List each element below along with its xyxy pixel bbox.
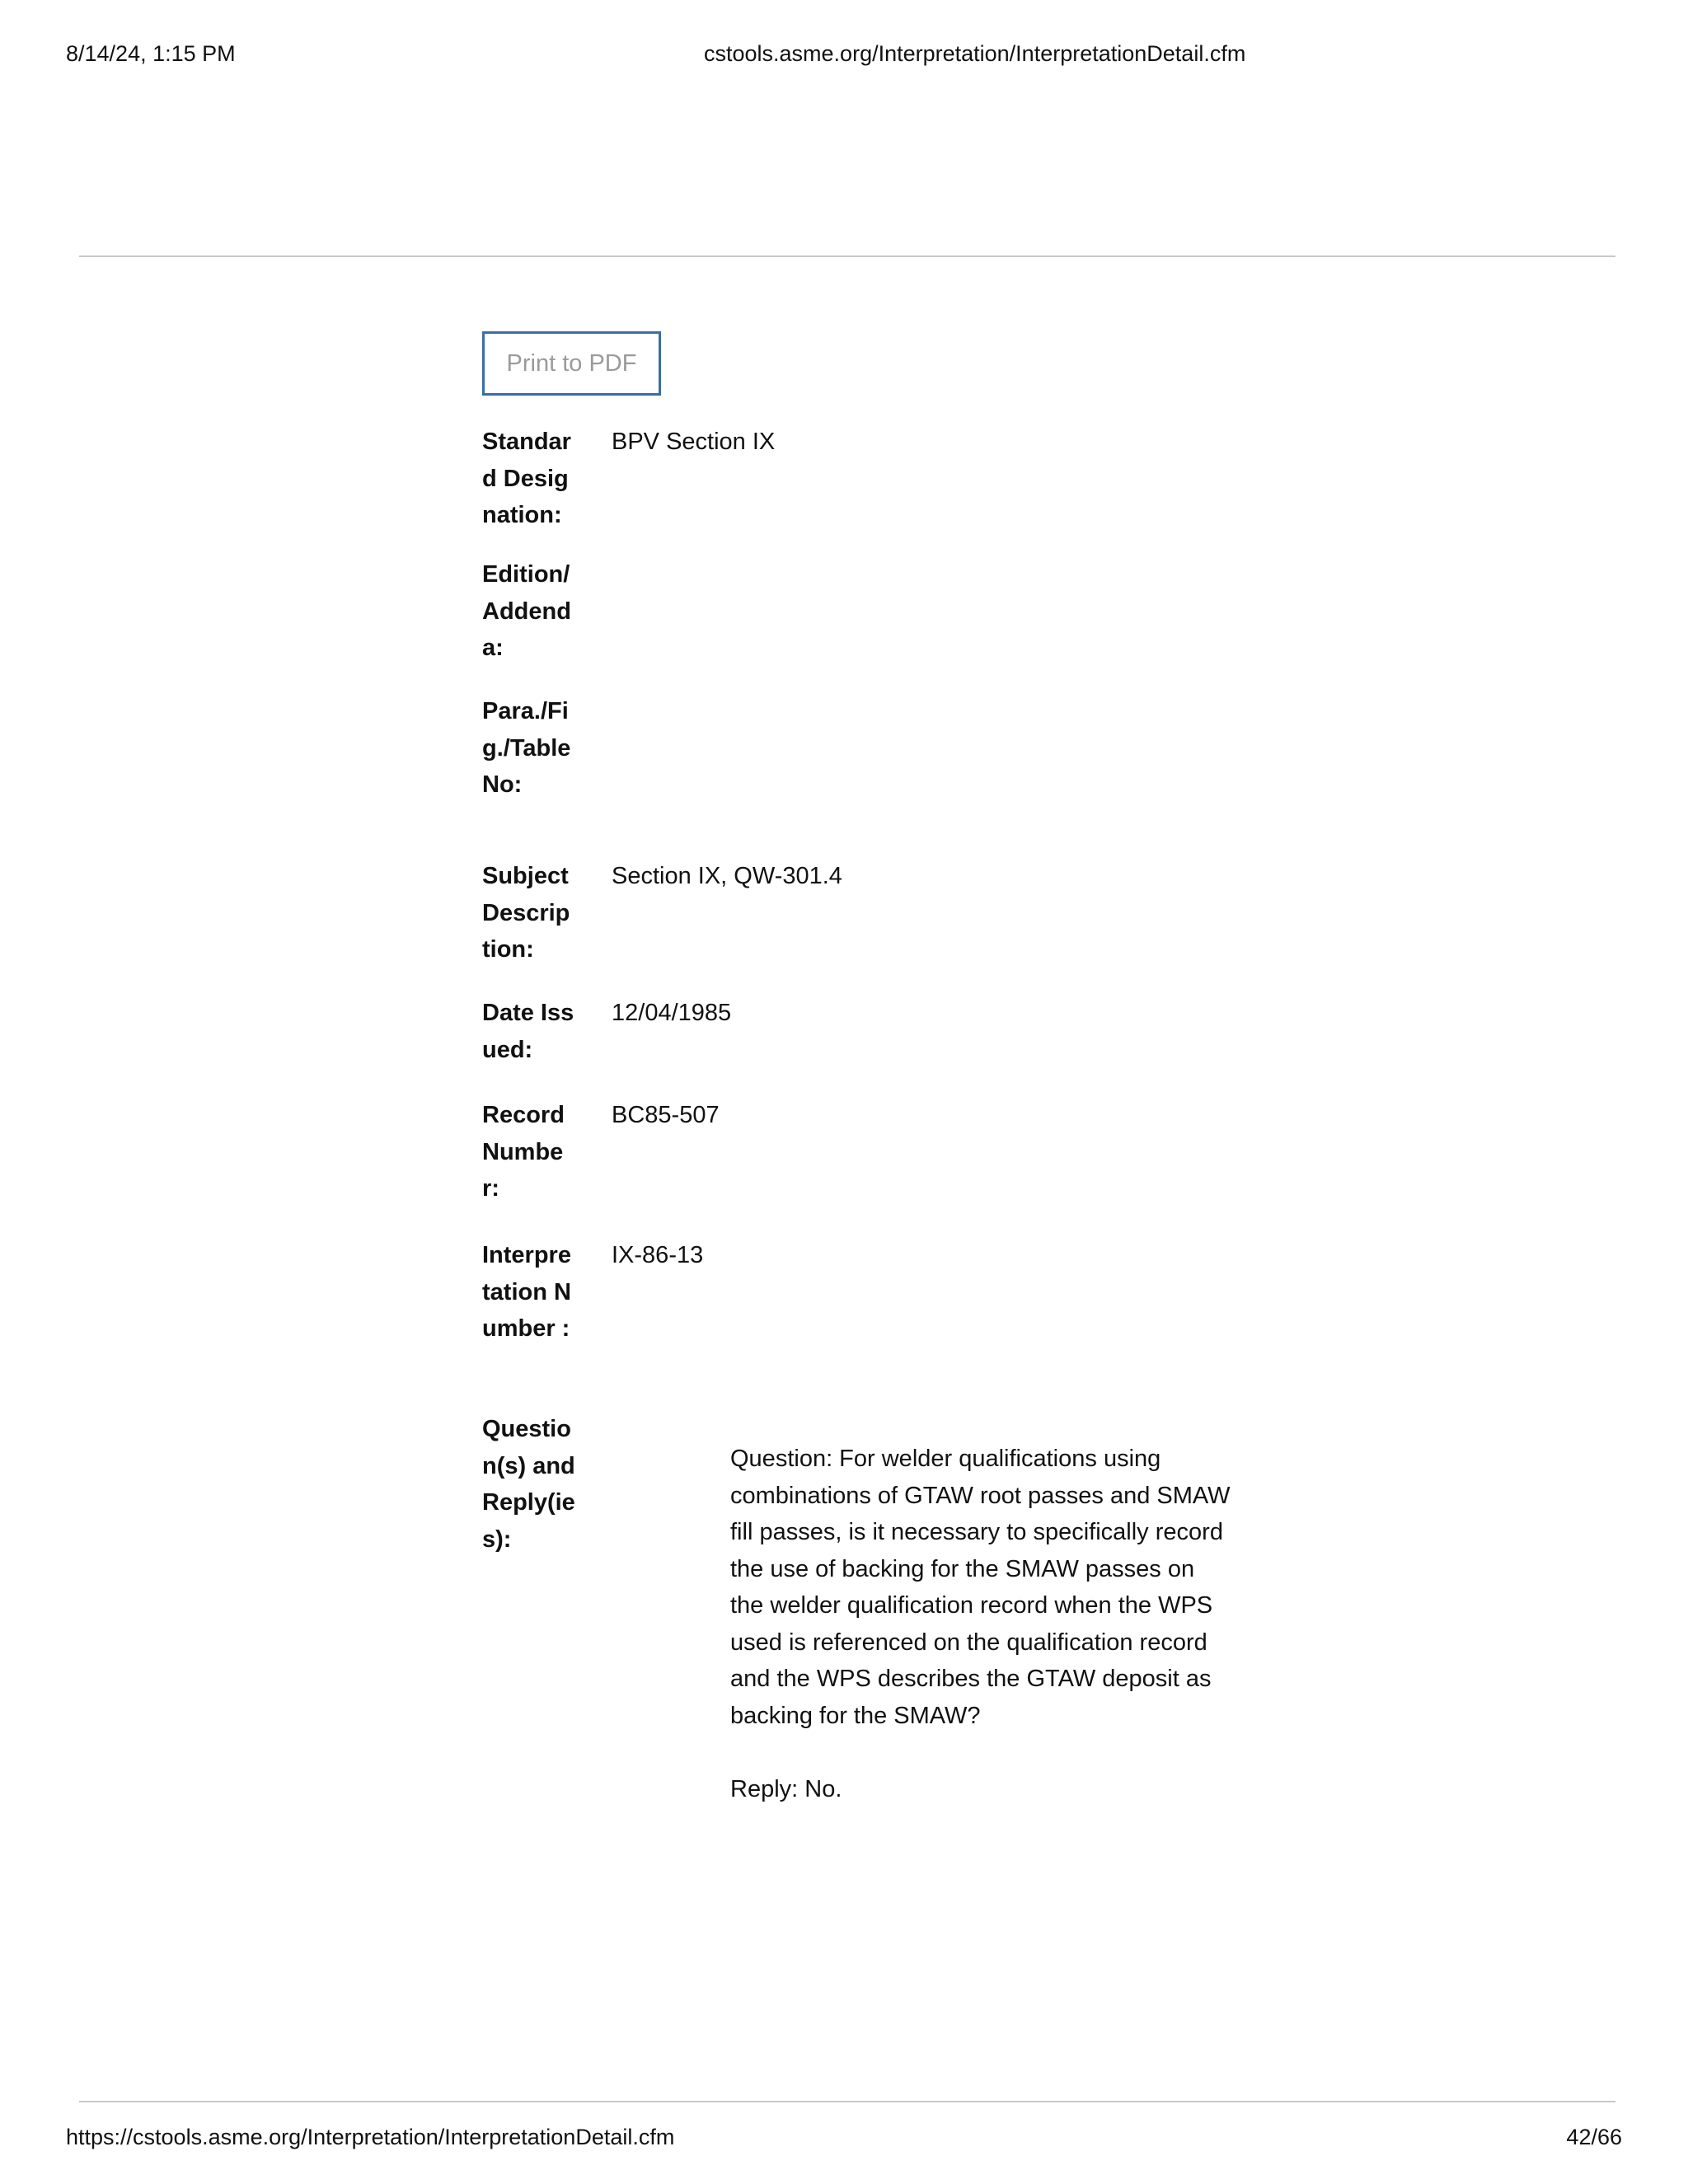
field-questions-replies bbox=[482, 1411, 1231, 1823]
field-value: IX-86-13 bbox=[612, 1242, 704, 1268]
field-edition-addenda bbox=[482, 556, 1224, 693]
field-label: Edition/Addenda: bbox=[482, 561, 571, 661]
print-footer bbox=[66, 2125, 1622, 2158]
bottom-divider bbox=[79, 2101, 1615, 2102]
field-label: Date Issued: bbox=[482, 1000, 574, 1063]
field-value: BC85-507 bbox=[612, 1102, 720, 1128]
field-value: Section IX, QW-301.4 bbox=[612, 863, 842, 889]
field-label: Question(s) and Reply(ies): bbox=[482, 1416, 575, 1553]
print-footer-url: https://cstools.asme.org/Interpretation/InterpretationDetail.cfm bbox=[66, 2125, 675, 2149]
top-divider bbox=[79, 255, 1615, 257]
print-header bbox=[66, 41, 1622, 74]
field-standard-designation bbox=[482, 424, 1224, 526]
interpretation-detail bbox=[482, 331, 1231, 1823]
field-value: BPV Section IX bbox=[612, 429, 776, 455]
question-text: Question: For welder qualifications using combinations of GTAW root passes and SMAW fill passes, is it necessary to specifically record the use of backing for the SMAW passes on the welder qualification record when the WPS used is referenced on the qualification record and the WPS describes the GTAW deposit as backing for the SMAW? bbox=[730, 1446, 1231, 1729]
field-label: Para./Fig./Table No: bbox=[482, 698, 571, 798]
interpretation-fields bbox=[482, 424, 1231, 1823]
field-subject-description bbox=[482, 858, 1224, 995]
field-label: Interpretation Number : bbox=[482, 1242, 571, 1342]
field-para-fig-table bbox=[482, 693, 1224, 830]
field-date-issued bbox=[482, 995, 1224, 1097]
print-to-pdf-button[interactable]: Print to PDF bbox=[482, 331, 661, 396]
print-datetime: 8/14/24, 1:15 PM bbox=[66, 41, 236, 66]
field-record-number bbox=[482, 1097, 1224, 1237]
reply-text: Reply: No. bbox=[730, 1775, 842, 1802]
print-header-url: cstools.asme.org/Interpretation/InterpretationDetail.cfm bbox=[704, 41, 1246, 66]
field-label: Record Number: bbox=[482, 1102, 565, 1202]
question-reply-text bbox=[730, 1441, 1233, 1807]
field-label: Standard Designation: bbox=[482, 429, 571, 528]
field-interpretation-number bbox=[482, 1237, 1224, 1411]
field-label: Subject Description: bbox=[482, 863, 570, 963]
page-number: 42/66 bbox=[1566, 2125, 1622, 2149]
field-value: 12/04/1985 bbox=[612, 1000, 732, 1026]
